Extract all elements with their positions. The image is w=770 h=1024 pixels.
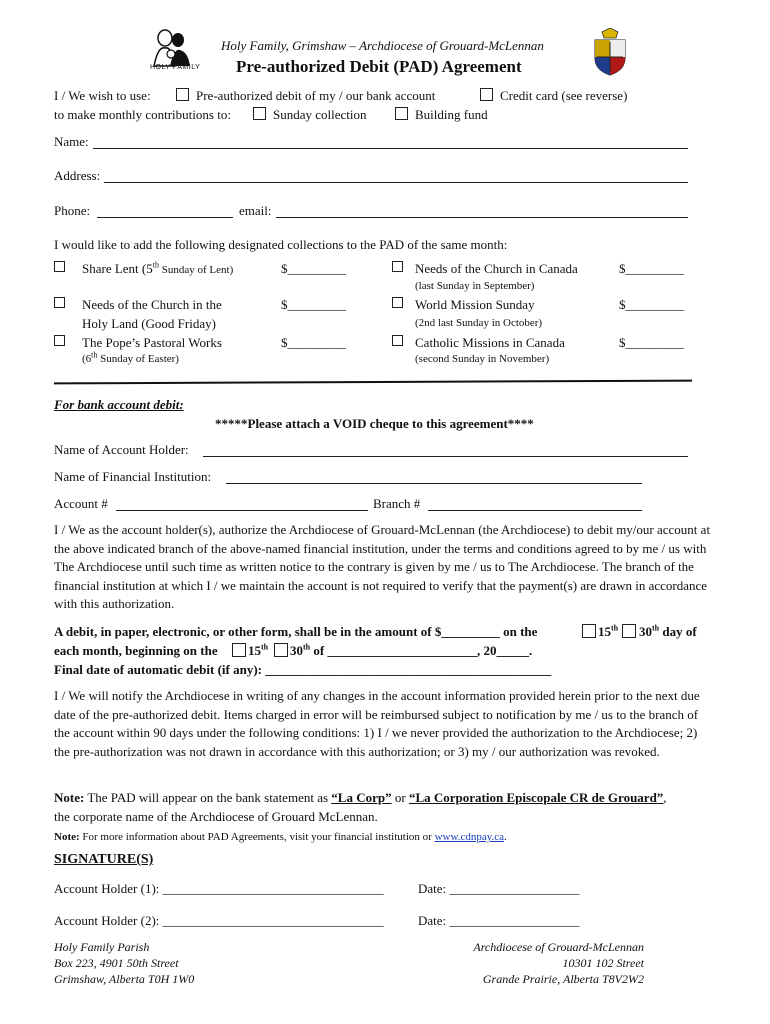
name-label: Name: xyxy=(54,134,89,149)
building-fund-label: Building fund xyxy=(415,107,488,122)
each-month-label: each month, beginning on the xyxy=(54,643,218,658)
day-30-checkbox[interactable] xyxy=(622,624,636,638)
share-lent-label xyxy=(82,261,233,277)
holy-land-amount[interactable]: $_________ xyxy=(281,297,346,312)
begin-30-label xyxy=(290,643,532,659)
note-text-a: The PAD will appear on the bank statement as xyxy=(84,790,332,805)
world-mission-checkbox[interactable] xyxy=(392,297,403,308)
sunday-collection-checkbox[interactable] xyxy=(253,107,266,120)
notify-paragraph: I / We will notify the Archdiocese in writing of any changes in the account information provided herein prior to the next due date of the pre-authorized debit. Items charged in error will be reimbursed subject to notification by me / us to the branch of the account within 90 days under the following conditions: 1) I / we never provided the authorization to the Archdiocese; 2) the pre-authorization was not drawn in accordance with this authorization; or 3) my / our authorization was revoked. xyxy=(54,688,700,759)
branch-number-field[interactable] xyxy=(428,510,642,511)
attach-void-note: *****Please attach a VOID cheque to this agreement**** xyxy=(215,416,534,431)
footer-left-2: Box 223, 4901 50th Street xyxy=(54,956,179,970)
popes-note-a: (6 xyxy=(82,353,92,365)
footer-right-2: 10301 102 Street xyxy=(562,956,644,970)
account-holder-field[interactable] xyxy=(203,456,688,457)
authorization-paragraph: I / We as the account holder(s), authorize the Archdiocese of Grouard-McLennan (the Archdiocese) to debit my/our account at the above indicated branch of the above-named financial institution, under the terms and conditions agreed to by me / us with The Archdiocese until such time as written notice to the contrary is given by me / us to The Archdiocese. The branch of the financial institution at which I / we maintain the account is not required to verify that the payment(s) are drawn in accordance with this authorization. xyxy=(54,522,711,611)
bank-debit-label: Pre-authorized debit of my / our bank account xyxy=(196,88,436,103)
holy-family-logo xyxy=(148,26,201,74)
day-30-sup: th xyxy=(652,623,660,633)
page-title: Pre-authorized Debit (PAD) Agreement xyxy=(236,57,522,76)
day-30-label xyxy=(639,624,697,640)
world-mission-amount[interactable]: $_________ xyxy=(619,297,684,312)
share-lent-text: Share Lent (5 xyxy=(82,261,153,276)
final-date-line[interactable]: Final date of automatic debit (if any): ____________________________________________ xyxy=(54,662,552,677)
account-number-label: Account # xyxy=(54,496,108,511)
note2-label: Note: xyxy=(54,831,80,843)
bank-debit-checkbox[interactable] xyxy=(176,88,189,101)
signatures-heading: SIGNATURE(S) xyxy=(54,852,154,867)
day-15-sup: th xyxy=(611,623,619,633)
day-30-text: 30 xyxy=(639,624,652,639)
begin-15-label xyxy=(248,643,268,659)
holder1-signature-line[interactable]: Account Holder (1): __________________________________ xyxy=(54,881,384,896)
world-mission-label: World Mission Sunday xyxy=(415,297,535,312)
address-field[interactable] xyxy=(104,182,688,183)
account-holder-label: Name of Account Holder: xyxy=(54,442,189,457)
note2-end: . xyxy=(504,831,507,843)
contributions-label: to make monthly contributions to: xyxy=(54,107,231,122)
note-text-b: , xyxy=(663,790,667,805)
needs-canada-label: Needs of the Church in Canada xyxy=(415,261,578,276)
archdiocese-crest-icon xyxy=(589,28,631,76)
share-lent-rest: Sunday of Lent) xyxy=(159,264,234,276)
institution-field[interactable] xyxy=(226,483,642,484)
holder2-date-line[interactable]: Date: ____________________ xyxy=(418,913,580,928)
footer-left-1: Holy Family Parish xyxy=(54,940,150,954)
account-number-field[interactable] xyxy=(116,510,368,511)
popes-works-label: The Pope’s Pastoral Works xyxy=(82,335,222,350)
popes-note-sup: th xyxy=(91,350,98,360)
holder1-date-line[interactable]: Date: ____________________ xyxy=(418,881,580,896)
institution-label: Name of Financial Institution: xyxy=(54,469,212,484)
collections-heading: I would like to add the following designated collections to the PAD of the same month: xyxy=(54,237,508,252)
begin-30-text: 30 xyxy=(290,643,303,658)
phone-label: Phone: xyxy=(54,203,91,218)
branch-number-label: Branch # xyxy=(373,496,421,511)
day-of-text: day of xyxy=(662,624,697,639)
needs-canada-amount[interactable]: $_________ xyxy=(619,261,684,276)
holder2-signature-line[interactable]: Account Holder (2): __________________________________ xyxy=(54,913,384,928)
begin-of-line: of _______________________, 20_____. xyxy=(313,643,533,658)
email-label: email: xyxy=(239,203,272,218)
world-mission-note: (2nd last Sunday in October) xyxy=(415,317,543,329)
holy-land-label-1: Needs of the Church in the xyxy=(82,297,222,312)
day-15-text: 15 xyxy=(598,624,611,639)
note-or: or xyxy=(391,790,409,805)
footer-right-1: Archdiocese of Grouard-McLennan xyxy=(473,940,644,954)
popes-works-amount[interactable]: $_________ xyxy=(281,335,346,350)
bank-heading: For bank account debit: xyxy=(54,397,184,412)
begin-15-sup: th xyxy=(261,642,269,652)
begin-30-sup: th xyxy=(303,642,311,652)
popes-works-note xyxy=(82,350,179,365)
catholic-missions-checkbox[interactable] xyxy=(392,335,403,346)
day-15-checkbox[interactable] xyxy=(582,624,596,638)
day-15-label xyxy=(598,624,618,640)
debit-amount-text: A debit, in paper, electronic, or other form, shall be in the amount of $_________ on the xyxy=(54,624,538,639)
la-corp-name: “La Corp” xyxy=(331,790,392,805)
holy-land-label-2: Holy Land (Good Friday) xyxy=(82,316,216,331)
phone-field[interactable] xyxy=(97,217,233,218)
share-lent-sup: th xyxy=(152,260,159,270)
parish-line: Holy Family, Grimshaw – Archdiocese of Grouard-McLennan xyxy=(221,38,544,53)
catholic-missions-label: Catholic Missions in Canada xyxy=(415,335,565,350)
sunday-collection-label: Sunday collection xyxy=(273,107,367,122)
wish-label: I / We wish to use: xyxy=(54,88,151,103)
cdnpay-link[interactable]: www.cdnpay.ca xyxy=(434,831,505,843)
debit-amount-line xyxy=(54,624,537,640)
statement-note xyxy=(54,790,667,806)
catholic-missions-amount[interactable]: $_________ xyxy=(619,335,684,350)
catholic-missions-note: (second Sunday in November) xyxy=(415,353,550,365)
needs-canada-note: (last Sunday in September) xyxy=(415,280,535,292)
holy-family-logo-text: HOLY FAMILY xyxy=(150,64,201,71)
holy-land-checkbox[interactable] xyxy=(54,297,65,308)
building-fund-checkbox[interactable] xyxy=(395,107,408,120)
note-label: Note: xyxy=(54,790,85,805)
pad-info-note xyxy=(54,831,507,843)
share-lent-checkbox[interactable] xyxy=(54,261,65,272)
begin-15-checkbox[interactable] xyxy=(232,643,246,657)
note2-text: For more information about PAD Agreements, visit your financial institution or xyxy=(79,831,435,843)
share-lent-amount[interactable]: $_________ xyxy=(281,261,346,276)
needs-canada-checkbox[interactable] xyxy=(392,261,403,272)
popes-note-b: Sunday of Easter) xyxy=(97,353,179,365)
begin-30-checkbox[interactable] xyxy=(274,643,288,657)
section-divider xyxy=(54,380,692,385)
begin-15-text: 15 xyxy=(248,643,261,658)
corporation-full-name: “La Corporation Episcopale CR de Grouard” xyxy=(408,790,664,805)
credit-card-label: Credit card (see reverse) xyxy=(500,88,628,103)
footer-right-3: Grande Prairie, Alberta T8V2W2 xyxy=(482,972,644,986)
footer-left-3: Grimshaw, Alberta T0H 1W0 xyxy=(54,972,195,986)
credit-card-checkbox[interactable] xyxy=(480,88,493,101)
email-field[interactable] xyxy=(276,217,688,218)
name-field[interactable] xyxy=(93,148,688,149)
corporate-name-line: the corporate name of the Archdiocese of Grouard McLennan. xyxy=(54,809,378,824)
popes-works-checkbox[interactable] xyxy=(54,335,65,346)
address-label: Address: xyxy=(54,168,101,183)
